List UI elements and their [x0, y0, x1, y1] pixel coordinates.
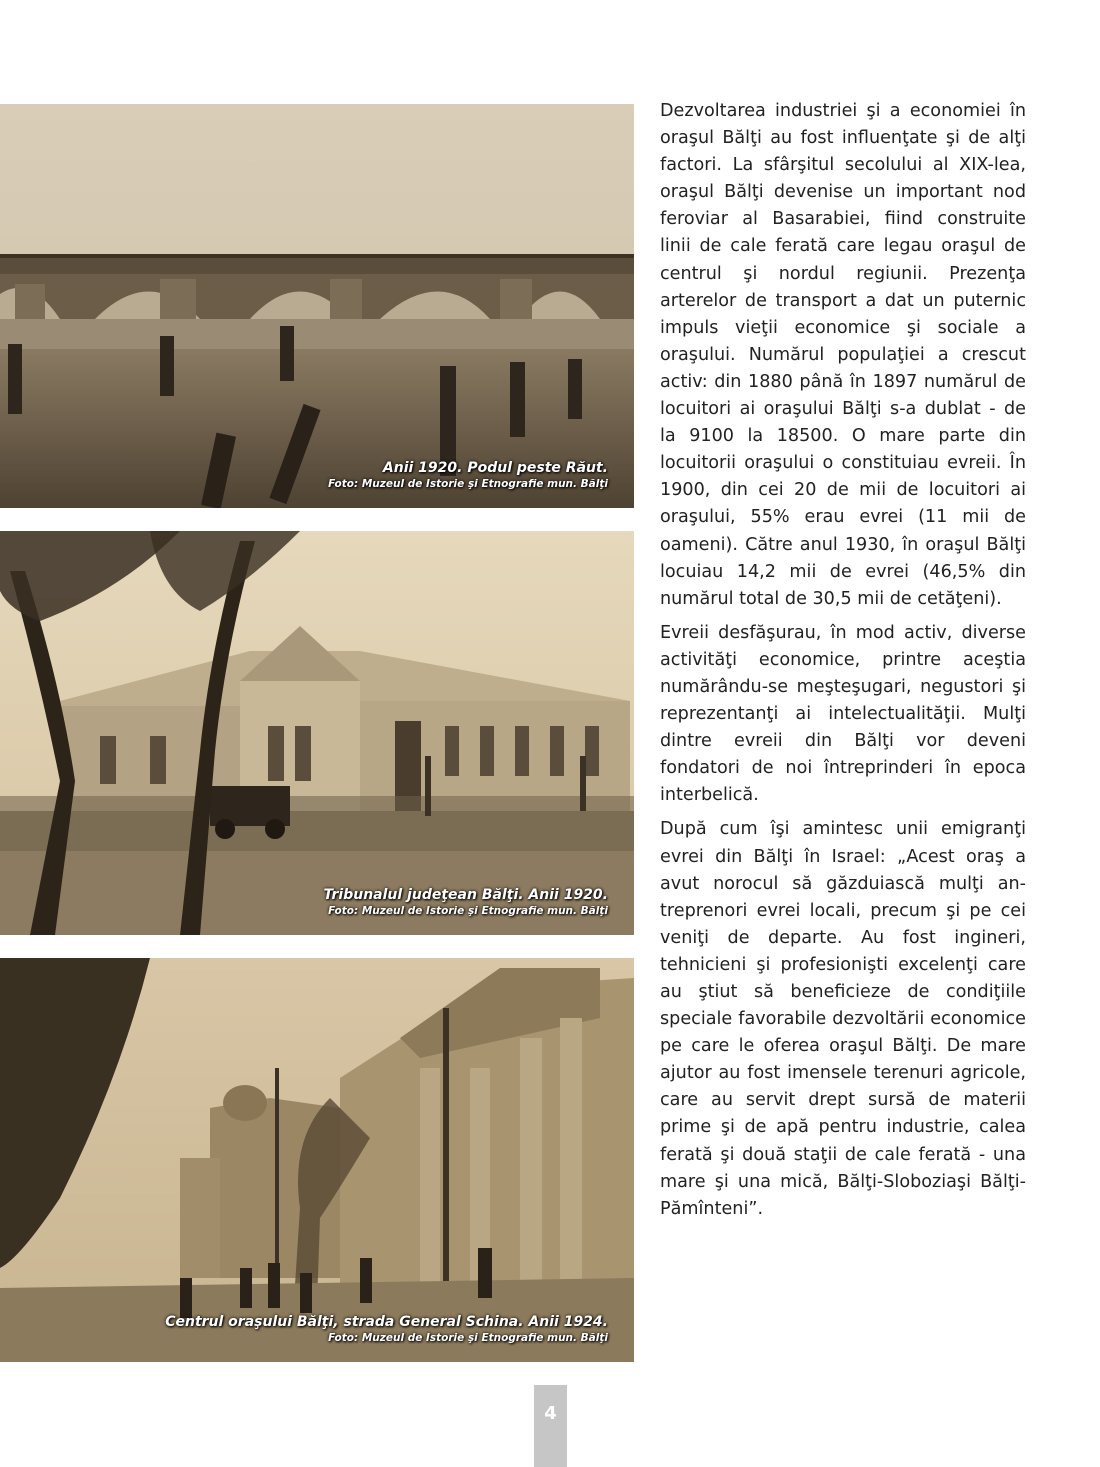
paragraph: Evreii desfăşurau, în mod activ, diverse activităţi economice, printre aceştia numărându-se meşteşugari, negustori şi reprezentanţi ai intelectualităţii. Mulţi dintre evreii din Bălţi vor deveni fondatori de noi întreprinderi în epoca interbelică. [660, 622, 1026, 806]
caption-tribunal [324, 886, 608, 918]
caption-credit: Foto: Muzeul de Istorie şi Etnografie mun. Bălţi [328, 1332, 608, 1344]
caption-credit: Foto: Muzeul de Istorie şi Etnografie mun. Bălţi [328, 478, 608, 490]
photo-tribunal [0, 531, 634, 935]
page-number-tab [534, 1385, 567, 1467]
street-photo-image [0, 958, 634, 1362]
caption-bridge [328, 459, 608, 491]
paragraph: Dezvoltarea industriei şi a economiei în oraşul Bălţi au fost influenţate şi de alţi factori. La sfârşitul secolului al XIX-lea, oraşul Bălţi devenise un important nod feroviar al Basarabiei, fiind construite linii de cale ferată care legau oraşul de centrul şi nordul regiunii. Prezenţa arterelor de transport a dat un puternic impuls vieţii economice şi sociale a oraşului. Numărul populaţiei a crescut activ: din 1880 până în 1897 numărul de locuitori ai oraşului Bălţi s-a dublat - de la 9100 la 18500. O mare parte din locuitorii oraşului o constituiau evreii. În 1900, din cei 20 de mii de locuitori ai oraşului, 55% erau evrei (11 mii de oameni). Către anul 1930, în oraşul Bălţi locuiau 14,2 mii de evrei (46,5% din numărul total de 30,5 mii de cetăţeni). [660, 101, 1026, 609]
body-text [660, 98, 1026, 1230]
caption-title: Anii 1920. Podul peste Răut. [382, 460, 608, 476]
tribunal-photo-image [0, 531, 634, 935]
caption-title: Tribunalul judeţean Bălţi. Anii 1920. [323, 887, 608, 903]
caption-credit: Foto: Muzeul de Istorie şi Etnografie mun. Bălţi [328, 905, 608, 917]
bridge-photo-image [0, 104, 634, 508]
caption-title: Centrul oraşului Bălţi, strada General Schina. Anii 1924. [165, 1314, 608, 1330]
photo-street [0, 958, 634, 1362]
paragraph: După cum îşi amintesc unii emigranţi evrei din Bălţi în Israel: „Acest oraş a avut norocul să găzduiască mulţi antreprenori evrei locali, precum şi pe cei veniţi de departe. Au fost ingineri, tehnicieni şi profesionişti excelenţi care au ştiut să beneficieze de condiţiile speciale favorabile dezvoltării economice pe care le oferea oraşul Bălţi. De mare ajutor au fost imensele terenuri agricole, care au servit drept sursă de materii prime şi de apă pentru industrie, calea ferată şi două staţii de cale ferată - una mare şi una mică, Bălţi-Sloboziaşi Bălţi-Pămînteni”. [660, 819, 1026, 1219]
photo-bridge [0, 104, 634, 508]
caption-street [165, 1313, 608, 1345]
page-number: 4 [544, 1403, 557, 1424]
